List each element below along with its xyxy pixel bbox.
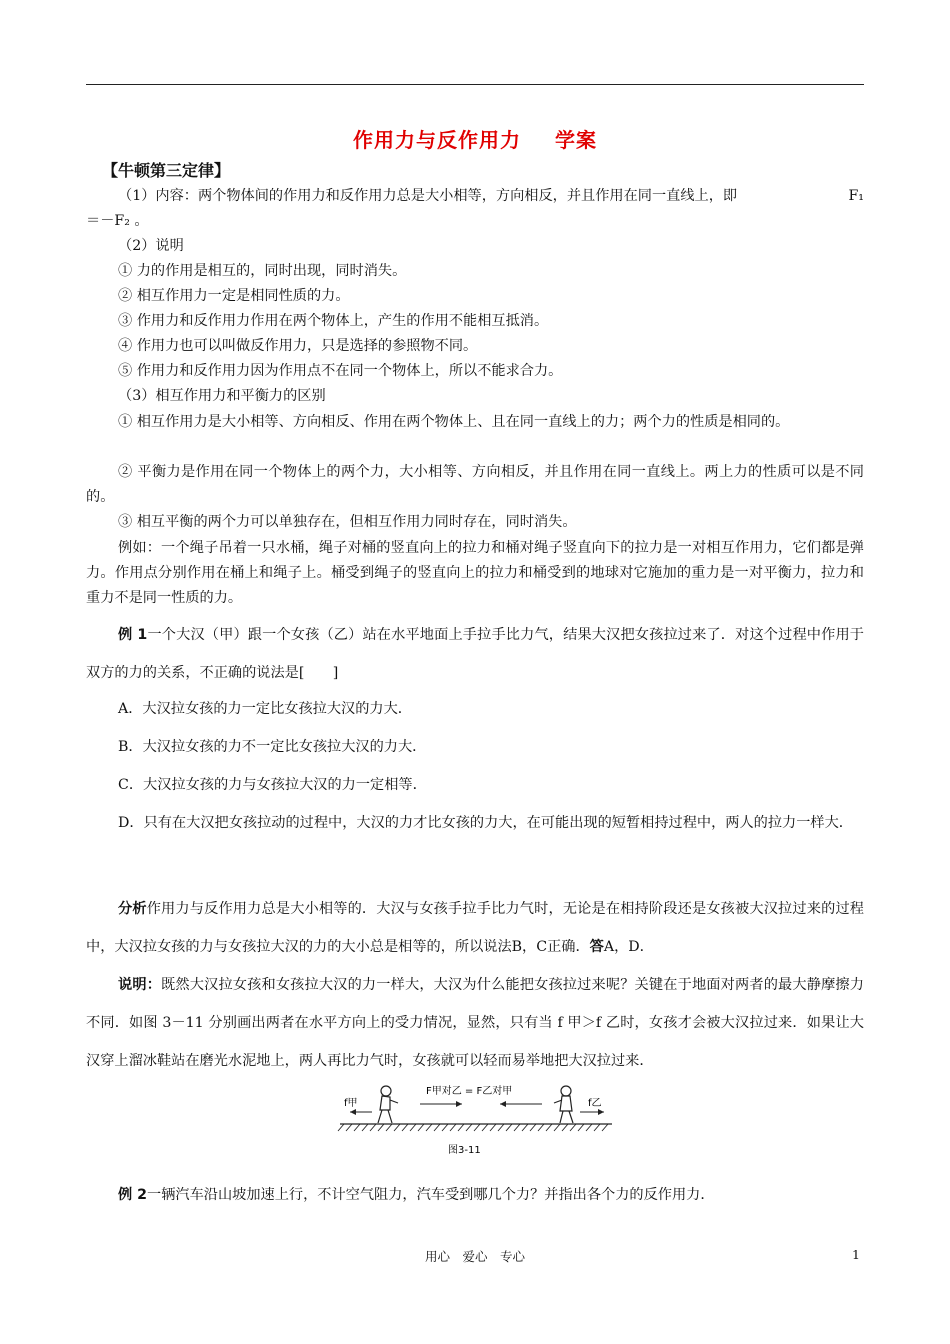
label-f-right: f乙 xyxy=(588,1098,602,1109)
formula-f2: ＝－F₂ 。 xyxy=(86,213,149,229)
example-paragraph: 例如：一个绳子吊着一只水桶，绳子对桶的竖直向上的拉力和桶对绳子竖直向下的拉力是一对相互作用力，它们都是弹力。作用点分别作用在桶上和绳子上。桶受到绳子的竖直向上的拉力和桶受到的地球对它施加的重力是一对平衡力，拉力和重力不是同一性质的力。 xyxy=(86,540,864,606)
note-paragraph xyxy=(86,966,864,1080)
example-1 xyxy=(86,616,864,692)
content-text: （1）内容：两个物体间的作用力和反作用力总是大小相等，方向相反，并且作用在同一直线上，即 xyxy=(118,188,738,204)
list-item: ③ 作用力和反作用力作用在两个物体上，产生的作用不能相互抵消。 xyxy=(118,313,549,329)
page-title xyxy=(0,124,950,153)
pull-left-arrowhead xyxy=(500,1101,506,1107)
example-2-label: 例 2 xyxy=(118,1187,147,1203)
answer-text: A，D． xyxy=(603,939,654,955)
note-text: 既然大汉拉女孩和女孩拉大汉的力一样大，大汉为什么能把女孩拉过来呢？关键在于地面对两者的最大静摩擦力不同．如图 3－11 分别画出两者在水平方向上的受力情况，显然，只有当 f 甲＞f 乙时，女孩才会被大汉拉过来．如果让大汉穿上溜冰鞋站在磨光水泥地上，两人再比力气时，女孩就可以轻而易举地把大汉拉过来． xyxy=(86,977,864,1069)
list-item: ① 相互作用力是大小相等、方向相反、作用在两个物体上、且在同一直线上的力；两个力的性质是相同的。 xyxy=(118,414,790,430)
page-number: 1 xyxy=(852,1247,860,1262)
page-footer: 用心 爱心 专心 xyxy=(424,1249,525,1264)
ground-hatch xyxy=(338,1124,608,1131)
formula-f1: F₁ xyxy=(848,188,864,204)
option-d: D．只有在大汉把女孩拉动的过程中，大汉的力才比女孩的力大，在可能出现的短暂相持过程中，两人的拉力一样大． xyxy=(118,815,853,831)
analysis-paragraph xyxy=(86,890,864,966)
note-label: 说明： xyxy=(118,977,162,993)
girl-figure xyxy=(554,1086,573,1123)
example-2 xyxy=(86,1180,864,1210)
list-item: ④ 作用力也可以叫做反作用力，只是选择的参照物不同。 xyxy=(118,338,478,354)
analysis-text: 作用力与反作用力总是大小相等的．大汉与女孩手拉手比力气时，无论是在相持阶段还是女孩被大汉拉过来的过程中，大汉拉女孩的力与女孩拉大汉的力的大小总是相等的，所以说法B，C正确． xyxy=(86,901,864,955)
label-f-left: f甲 xyxy=(344,1098,358,1109)
pull-right-arrowhead xyxy=(456,1101,462,1107)
friction-left-arrowhead xyxy=(350,1109,356,1115)
example-1-label: 例 1 xyxy=(118,627,148,643)
figure-3-11 xyxy=(336,1082,616,1160)
example-2-text: 一辆汽车沿山坡加速上行，不计空气阻力，汽车受到哪几个力？并指出各个力的反作用力． xyxy=(147,1187,715,1203)
example-1-text: 一个大汉（甲）跟一个女孩（乙）站在水平地面上手拉手比力气，结果大汉把女孩拉过来了．对这个过程中作用于双方的力的关系，不正确的说法是[ ] xyxy=(86,627,864,681)
answer-label: 答 xyxy=(589,939,604,955)
option-a: A．大汉拉女孩的力一定比女孩拉大汉的力大． xyxy=(118,701,412,717)
title-main: 作用力与反作用力 xyxy=(353,128,521,152)
paragraph-difference: （3）相互作用力和平衡力的区别 xyxy=(118,388,326,404)
section-heading: 【牛顿第三定律】 xyxy=(102,161,231,180)
header-rule xyxy=(86,84,864,85)
label-formula: F甲对乙 = F乙对甲 xyxy=(426,1086,513,1097)
list-item: ③ 相互平衡的两个力可以单独存在，但相互作用力同时存在，同时消失。 xyxy=(118,514,577,530)
list-item: ① 力的作用是相互的，同时出现，同时消失。 xyxy=(118,263,407,279)
list-item: ② 相互作用力一定是相同性质的力。 xyxy=(118,288,350,304)
friction-right-arrowhead xyxy=(598,1109,604,1115)
figure-caption: 图3-11 xyxy=(448,1145,481,1156)
analysis-label: 分析 xyxy=(118,901,147,917)
option-c: C．大汉拉女孩的力与女孩拉大汉的力一定相等． xyxy=(118,777,427,793)
list-item: ⑤ 作用力和反作用力因为作用点不在同一个物体上，所以不能求合力。 xyxy=(118,363,563,379)
paragraph-content xyxy=(86,184,864,234)
man-figure xyxy=(378,1086,398,1123)
paragraph-explain: （2）说明 xyxy=(118,238,184,254)
figure-svg xyxy=(336,1082,616,1160)
list-item: ② 平衡力是作用在同一个物体上的两个力，大小相等、方向相反，并且作用在同一直线上。两上力的性质可以是不同的。 xyxy=(86,464,864,505)
title-suffix: 学案 xyxy=(555,128,597,152)
option-b: B．大汉拉女孩的力不一定比女孩拉大汉的力大． xyxy=(118,739,427,755)
